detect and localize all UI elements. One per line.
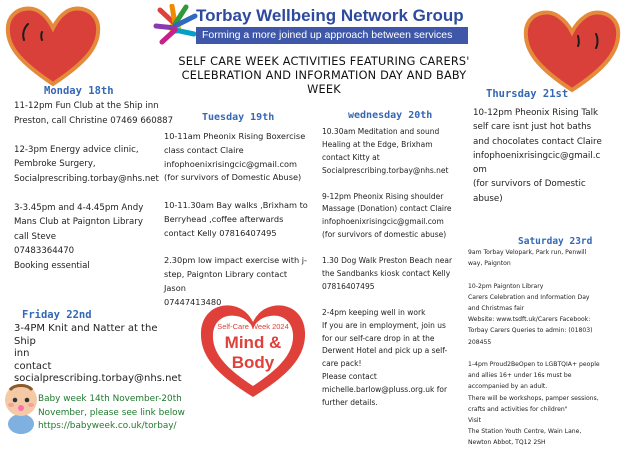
- event-line: 10-2pm Paignton Library: [468, 282, 544, 290]
- event-line: way, Paignton: [468, 260, 511, 268]
- badge-line2: Body: [231, 353, 275, 372]
- friday-heading: Friday 22nd: [22, 309, 92, 321]
- event-line: care pack!: [322, 359, 362, 369]
- event-line: Berryhead ,coffee afterwards: [164, 213, 284, 224]
- event-line: (for survivors of domestic abuse): [322, 230, 447, 240]
- headline-line: SELF CARE WEEK ACTIVITIES FEATURING CARERS': [178, 55, 470, 68]
- event-line: michelle.barlow@pluss.org.uk for: [322, 385, 448, 395]
- event-line: Website: www.tsdft.uk/Carers Facebook:: [468, 316, 591, 324]
- event-line: 10-11.30am Bay walks ,Brixham to: [164, 199, 308, 210]
- event-line: Mans Club at Paignton Library: [14, 217, 143, 227]
- event-line: 9am Torbay Velopark, Park run, Penwill: [468, 249, 587, 256]
- event-line: The Station Youth Centre, Wain Lane,: [468, 428, 582, 436]
- baby-week-link[interactable]: https://babyweek.co.uk/torbay/: [38, 421, 177, 431]
- event-line: [322, 294, 452, 307]
- heart-icon: [2, 2, 104, 88]
- event-line: 1.30 Dog Walk Preston Beach near: [322, 256, 453, 266]
- event-line: contact: [14, 360, 52, 372]
- event-line: for our self-care drop in at the: [322, 333, 435, 343]
- event-line: self care isnt just hot baths: [473, 122, 592, 133]
- event-line: [322, 242, 452, 255]
- event-line: abuse): [473, 193, 503, 204]
- headline-line: WEEK: [307, 83, 341, 96]
- saturday-events: [468, 247, 600, 449]
- event-line: and chocolates contact Claire: [473, 136, 602, 147]
- event-line: [164, 185, 308, 199]
- tagline-bar: [196, 27, 468, 44]
- baby-week-line: Baby week 14th November-20th: [38, 394, 182, 404]
- event-line: Please contact: [322, 372, 377, 382]
- event-line: contact Kitty at: [322, 152, 380, 162]
- event-line: 208455: [468, 338, 492, 346]
- wednesday-heading: wednesday 20th: [348, 110, 433, 121]
- tuesday-events: [164, 130, 308, 309]
- heart-icon: [520, 6, 624, 94]
- friday-events: [14, 323, 182, 386]
- event-line: inn: [14, 348, 30, 359]
- event-line: 11-12pm Fun Club at the Ship inn: [14, 101, 159, 111]
- event-line: 3-4PM Knit and Natter at the: [14, 323, 158, 334]
- event-line: 07483364470: [14, 246, 75, 256]
- event-line: [468, 348, 600, 359]
- headline-line: CELEBRATION AND INFORMATION DAY AND BABY: [181, 69, 467, 82]
- event-line: accompanied by an adult.: [468, 383, 548, 391]
- event-line: and allies 16+ under 16s must be: [468, 372, 572, 380]
- org-name: Torbay Wellbeing Network Group: [196, 6, 464, 25]
- thursday-events: [473, 106, 602, 206]
- event-line: Healing at the Edge, Brixham: [322, 139, 433, 149]
- self-care-week-badge: [198, 300, 308, 404]
- event-line: 07447413480: [164, 296, 222, 307]
- event-line: socialprescribing.torbay@nhs.net: [14, 373, 182, 384]
- event-line: Ship: [14, 335, 36, 347]
- event-line: 10-12pm Pheonix Rising Talk: [473, 108, 599, 118]
- baby-illustration: [2, 380, 40, 436]
- event-line: 2-4pm keeping well in work: [322, 307, 426, 317]
- event-line: contact Kelly 07816407495: [164, 227, 277, 238]
- event-line: om: [473, 165, 487, 176]
- event-line: 10.30am Meditation and sound: [322, 127, 440, 136]
- event-line: [468, 269, 600, 280]
- event-line: class contact Claire: [164, 144, 244, 155]
- event-line: the Sandbanks kiosk contact Kelly: [322, 268, 451, 278]
- hands-logo-icon: [152, 4, 198, 46]
- thursday-heading: Thursday 21st: [486, 88, 569, 100]
- event-line: Pembroke Surgery,: [14, 159, 96, 169]
- event-line: Massage (Donation) contact Claire: [322, 204, 452, 214]
- event-line: step, Paignton Library contact: [164, 268, 288, 279]
- event-line: Derwent Hotel and pick up a self-: [322, 346, 448, 356]
- event-line: Preston, call Christine 07469 660887: [14, 115, 174, 126]
- saturday-heading: Saturday 23rd: [518, 236, 593, 247]
- event-line: [14, 186, 173, 201]
- monday-events: [14, 99, 173, 273]
- badge-top-text: Self-Care Week 2024: [217, 322, 289, 331]
- event-line: Booking essential: [14, 260, 90, 271]
- tagline: Forming a more joined up approach between services: [202, 29, 453, 41]
- event-line: Socialprescribing.torbay@nhs.net: [322, 165, 449, 175]
- event-line: Visit: [468, 417, 481, 425]
- event-line: 2.30pm low impact exercise with j-: [164, 255, 307, 266]
- badge-line1: Mind &: [224, 333, 282, 352]
- event-line: call Steve: [14, 231, 56, 242]
- event-line: 12-3pm Energy advice clinic,: [14, 144, 139, 155]
- event-line: 10-11am Pheonix Rising Boxercise: [164, 131, 306, 141]
- event-line: Newton Abbot, TQ12 2SH: [468, 439, 546, 447]
- event-line: infophoenixrisingcic@gmail.com: [322, 217, 444, 227]
- event-line: and Christmas fair: [468, 305, 525, 313]
- event-line: 1-4pm Proud2BeOpen to LGBTQIA+ people: [468, 361, 600, 369]
- event-line: There will be workshops, pamper sessions,: [468, 394, 599, 402]
- event-line: 9-12pm Pheonix Rising shoulder: [322, 191, 444, 201]
- event-line: crafts and activities for children": [468, 405, 568, 413]
- event-line: Torbay Carers Queries to admin: (01803): [468, 327, 593, 335]
- monday-heading: Monday 18th: [44, 85, 114, 97]
- event-line: infophoenixrisingcic@gmail.com: [164, 158, 297, 169]
- event-line: Carers Celebration and Information Day: [468, 293, 590, 301]
- event-line: [14, 128, 173, 143]
- event-line: further details.: [322, 398, 378, 408]
- baby-week-line: November, please see link below: [38, 407, 185, 418]
- org-logo: [152, 4, 470, 46]
- event-line: 3-3.45pm and 4-4.45pm Andy: [14, 202, 144, 213]
- page-title: [160, 55, 488, 97]
- event-line: 07816407495: [322, 281, 375, 291]
- event-line: [322, 178, 452, 191]
- event-line: infophoenixrisingcic@gmail.c: [473, 150, 601, 161]
- event-line: (for survivors of Domestic Abuse): [164, 172, 302, 183]
- event-line: [164, 240, 308, 254]
- event-line: Socialprescribing.torbay@nhs.net: [14, 173, 159, 184]
- event-line: Jason: [164, 282, 186, 293]
- tuesday-heading: Tuesday 19th: [202, 112, 275, 123]
- event-line: If you are in employment, join us: [322, 320, 446, 330]
- event-line: (for survivors of Domestic: [473, 179, 586, 190]
- wednesday-events: [322, 126, 452, 410]
